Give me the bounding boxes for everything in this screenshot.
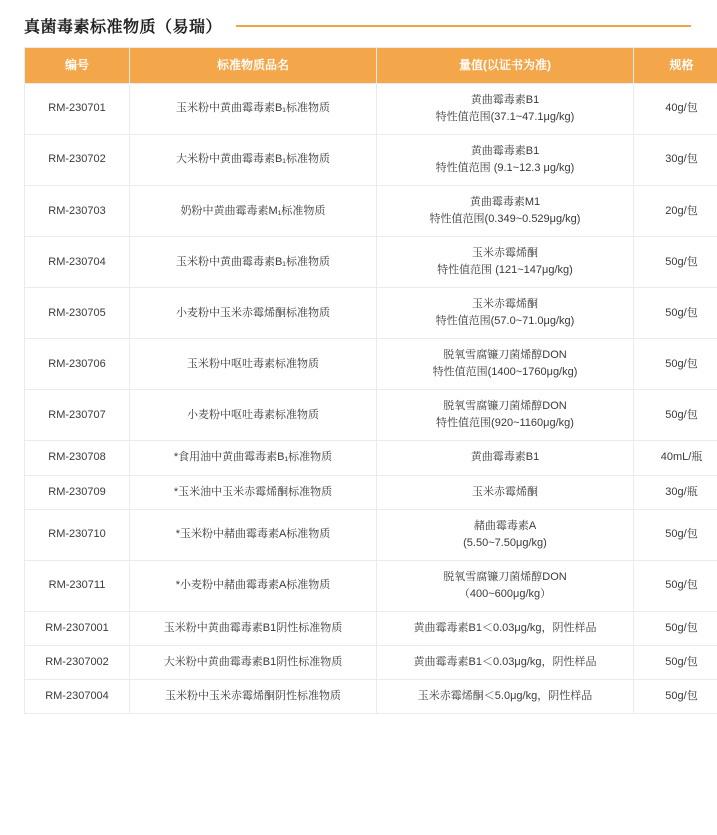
cell-value-line-1: 脱氧雪腐镰刀菌烯醇DON (443, 570, 567, 583)
cell-code: RM-230709 (25, 475, 130, 509)
cell-value-line-1: 黄曲霉毒素M1 (469, 195, 541, 208)
page-title-row (0, 0, 717, 47)
column-header-spec: 规格 (634, 48, 717, 84)
column-header-value: 量值(以证书为准) (377, 48, 634, 84)
page-title: 真菌毒素标准物质（易瑞） (24, 19, 223, 36)
cell-value (377, 475, 634, 509)
cell-name: *食用油中黄曲霉毒素B₁标准物质 (130, 441, 377, 475)
cell-value-line-1: 脱氧雪腐镰刀菌烯醇DON (443, 400, 567, 413)
cell-value-line-2: 特性值范围(37.1~47.1μg/kg) (435, 110, 575, 123)
table-row (25, 509, 717, 560)
cell-name: 大米粉中黄曲霉毒素B₁标准物质 (130, 134, 377, 185)
cell-code: RM-230708 (25, 441, 130, 475)
cell-code: RM-230710 (25, 509, 130, 560)
cell-code: RM-230707 (25, 390, 130, 441)
cell-spec: 20g/包 (634, 185, 717, 236)
cell-value-line-2: (5.50~7.50μg/kg) (463, 536, 547, 549)
cell-value-line-2: 特性值范围(1400~1760μg/kg) (432, 366, 578, 379)
cell-value-line-1: 黄曲霉毒素B1＜0.03μg/kg，阴性样品 (413, 655, 597, 668)
table-header-row (25, 48, 717, 84)
table-row (25, 185, 717, 236)
cell-name: 玉米粉中黄曲霉毒素B₁标准物质 (130, 83, 377, 134)
cell-spec: 50g/包 (634, 237, 717, 288)
cell-value (377, 645, 634, 679)
cell-code: RM-230705 (25, 288, 130, 339)
cell-spec: 50g/包 (634, 509, 717, 560)
cell-spec: 50g/包 (634, 390, 717, 441)
cell-value-line-2: 特性值范围 (121~147μg/kg) (437, 264, 573, 277)
cell-value-line-2: （400~600μg/kg） (458, 587, 552, 600)
cell-name: 玉米粉中呕吐毒素标准物质 (130, 339, 377, 390)
cell-name: *小麦粉中赭曲霉毒素A标准物质 (130, 560, 377, 611)
table-container (0, 47, 717, 714)
cell-value (377, 237, 634, 288)
cell-value-line-1: 玉米赤霉烯酮＜5.0μg/kg，阴性样品 (417, 689, 593, 702)
cell-value (377, 509, 634, 560)
cell-value-line-1: 玉米赤霉烯酮 (472, 298, 538, 311)
cell-value (377, 390, 634, 441)
cell-name: *玉米粉中赭曲霉毒素A标准物质 (130, 509, 377, 560)
cell-value-line-2: 特性值范围(57.0~71.0μg/kg) (435, 315, 575, 328)
table-row (25, 560, 717, 611)
cell-spec: 50g/包 (634, 645, 717, 679)
cell-value-line-2: 特性值范围 (9.1~12.3 μg/kg) (435, 161, 575, 174)
cell-value (377, 441, 634, 475)
title-divider (236, 25, 691, 27)
column-header-code: 编号 (25, 48, 130, 84)
table-row (25, 611, 717, 645)
cell-value (377, 185, 634, 236)
cell-spec: 40mL/瓶 (634, 441, 717, 475)
cell-spec: 50g/包 (634, 560, 717, 611)
cell-value-line-1: 黄曲霉毒素B1 (470, 451, 540, 464)
cell-value-line-1: 脱氧雪腐镰刀菌烯醇DON (443, 349, 567, 362)
table-row (25, 288, 717, 339)
table-row (25, 83, 717, 134)
cell-value-line-2: 特性值范围(0.349~0.529μg/kg) (429, 213, 581, 226)
cell-code: RM-230704 (25, 237, 130, 288)
table-row (25, 441, 717, 475)
table-row (25, 679, 717, 713)
table-row (25, 339, 717, 390)
cell-spec: 30g/包 (634, 134, 717, 185)
cell-code: RM-230703 (25, 185, 130, 236)
table-header (25, 48, 717, 84)
table-row (25, 134, 717, 185)
cell-value (377, 611, 634, 645)
cell-spec: 30g/瓶 (634, 475, 717, 509)
cell-name: 玉米粉中玉米赤霉烯酮阴性标准物质 (130, 679, 377, 713)
cell-value (377, 339, 634, 390)
cell-value-line-1: 玉米赤霉烯酮 (472, 485, 538, 498)
cell-spec: 50g/包 (634, 339, 717, 390)
cell-name: 大米粉中黄曲霉毒素B1阴性标准物质 (130, 645, 377, 679)
cell-value (377, 288, 634, 339)
cell-code: RM-2307004 (25, 679, 130, 713)
cell-value (377, 83, 634, 134)
cell-name: *玉米油中玉米赤霉烯酮标准物质 (130, 475, 377, 509)
cell-spec: 50g/包 (634, 679, 717, 713)
cell-value-line-1: 玉米赤霉烯酮 (472, 247, 538, 260)
cell-value (377, 679, 634, 713)
cell-spec: 40g/包 (634, 83, 717, 134)
cell-value (377, 134, 634, 185)
cell-value-line-1: 黄曲霉毒素B1＜0.03μg/kg，阴性样品 (413, 621, 597, 634)
cell-value-line-1: 赭曲霉毒素A (473, 519, 537, 532)
cell-code: RM-230706 (25, 339, 130, 390)
cell-code: RM-2307001 (25, 611, 130, 645)
table-row (25, 645, 717, 679)
cell-spec: 50g/包 (634, 611, 717, 645)
cell-value-line-1: 黄曲霉毒素B1 (470, 144, 540, 157)
cell-code: RM-230701 (25, 83, 130, 134)
cell-name: 玉米粉中黄曲霉毒素B1阴性标准物质 (130, 611, 377, 645)
table-row (25, 237, 717, 288)
column-header-name: 标准物质品名 (130, 48, 377, 84)
cell-value-line-1: 黄曲霉毒素B1 (470, 93, 540, 106)
table-body (25, 83, 717, 713)
table-row (25, 390, 717, 441)
cell-name: 小麦粉中呕吐毒素标准物质 (130, 390, 377, 441)
standards-table (24, 47, 717, 714)
cell-code: RM-230711 (25, 560, 130, 611)
cell-name: 小麦粉中玉米赤霉烯酮标准物质 (130, 288, 377, 339)
cell-value-line-2: 特性值范围(920~1160μg/kg) (436, 417, 574, 430)
cell-spec: 50g/包 (634, 288, 717, 339)
cell-name: 玉米粉中黄曲霉毒素B₁标准物质 (130, 237, 377, 288)
cell-code: RM-230702 (25, 134, 130, 185)
table-row (25, 475, 717, 509)
cell-name: 奶粉中黄曲霉毒素M₁标准物质 (130, 185, 377, 236)
cell-code: RM-2307002 (25, 645, 130, 679)
cell-value (377, 560, 634, 611)
